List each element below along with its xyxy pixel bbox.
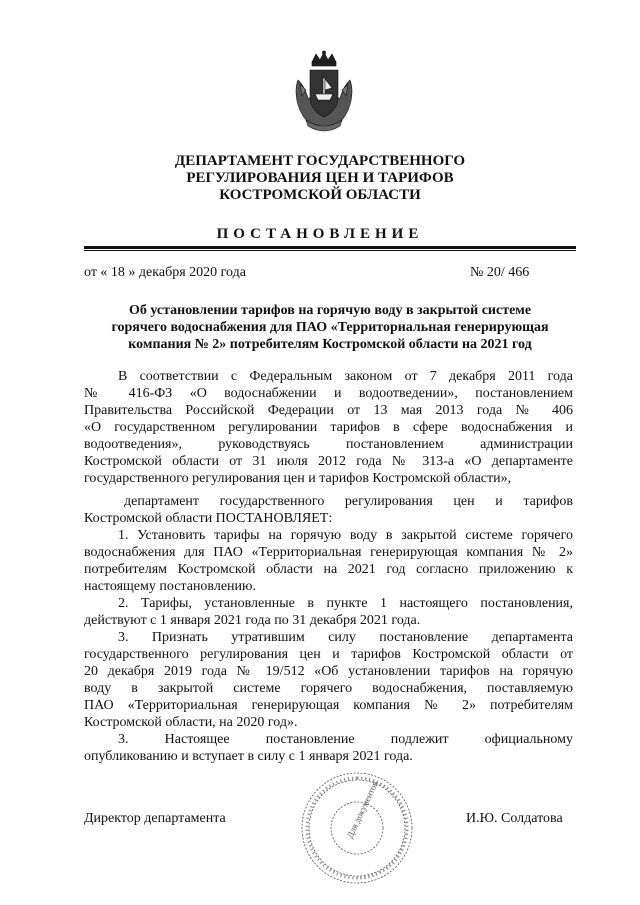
document-body bbox=[84, 368, 573, 765]
paragraph-item-3 bbox=[84, 629, 573, 731]
body-line: действуют с 1 января 2021 года по 31 декабря 2021 года. bbox=[84, 613, 421, 628]
document-title-line: компания № 2» потребителям Костромской области на 2021 год bbox=[128, 337, 532, 352]
document-title-line: горячего водоснабжения для ПАО «Территориальная генерирующая bbox=[111, 320, 549, 335]
body-line: 3. Признать утратившим силу постановление департамента bbox=[118, 630, 573, 645]
body-line: потребителям Костромской области на 2021 год согласно приложению к bbox=[84, 562, 573, 577]
body-line: опубликованию и вступает в силу с 1 января 2021 года. bbox=[84, 749, 413, 764]
body-line: настоящему постановлению. bbox=[84, 579, 256, 594]
department-name-line: КОСТРОМСКОЙ ОБЛАСТИ bbox=[219, 187, 421, 203]
body-line: 1. Установить тарифы на горячую воду в закрытой системе горячего bbox=[118, 528, 573, 543]
body-line: государственного регулирования цен и тарифов Костромской области», bbox=[84, 471, 512, 486]
body-line: «О государственном регулировании тарифов в сфере водоснабжения и bbox=[84, 420, 573, 435]
stamp-text: Для документов bbox=[344, 779, 380, 840]
body-line: ПАО «Территориальная генерирующая компания № 2» потребителям bbox=[84, 698, 573, 713]
header-divider-thick bbox=[84, 246, 576, 249]
body-line: Костромской области, на 2020 год». bbox=[84, 715, 298, 730]
paragraph-item-4 bbox=[84, 731, 573, 765]
body-line: 3. Настоящее постановление подлежит официальному bbox=[118, 732, 573, 747]
body-line: государственного регулирования цен и тарифов Костромской области от bbox=[84, 647, 573, 662]
coat-of-arms-icon bbox=[292, 50, 356, 132]
seal-stamp-icon bbox=[299, 770, 415, 886]
body-line: Правительства Российской Федерации от 13 мая 2013 года № 406 bbox=[84, 403, 573, 418]
document-title-line: Об установлении тарифов на горячую воду в закрытой системе bbox=[128, 303, 532, 318]
document-type: ПОСТАНОВЛЕНИЕ bbox=[216, 226, 424, 242]
body-line: 20 декабря 2019 года № 19/512 «Об установлении тарифов на горячую bbox=[84, 664, 573, 679]
body-line: Костромской области ПОСТАНОВЛЯЕТ: bbox=[84, 511, 333, 526]
department-name-line: ДЕПАРТАМЕНТ ГОСУДАРСТВЕННОГО bbox=[174, 153, 466, 169]
body-line: № 416-ФЗ «О водоснабжении и водоотведении», постановлением bbox=[84, 386, 573, 401]
body-line: 2. Тарифы, установленные в пункте 1 настоящего постановления, bbox=[118, 596, 573, 611]
body-line: Костромской области от 31 июля 2012 года № 313-а «О департаменте bbox=[84, 454, 573, 469]
body-line: водоснабжения для ПАО «Территориальная генерирующая компания № 2» bbox=[84, 545, 573, 560]
body-line: водоотведения», руководствуясь постановлением администрации bbox=[84, 437, 573, 452]
document-date: от « 18 » декабря 2020 года bbox=[84, 265, 246, 280]
document-title bbox=[84, 302, 576, 353]
paragraph-item-2 bbox=[84, 595, 573, 629]
signatory-name: И.Ю. Солдатова bbox=[466, 811, 563, 826]
department-name bbox=[0, 153, 640, 204]
paragraph-item-1 bbox=[84, 527, 573, 595]
department-name-line: РЕГУЛИРОВАНИЯ ЦЕН И ТАРИФОВ bbox=[186, 170, 454, 186]
body-line: В соответствии с Федеральным законом от 7 декабря 2011 года bbox=[118, 369, 573, 384]
paragraph-basis bbox=[84, 368, 573, 487]
header-divider-thin bbox=[84, 250, 576, 251]
body-line: воду в закрытой системе горячего водоснабжения, поставляемую bbox=[84, 681, 573, 696]
paragraph-resolves bbox=[84, 493, 573, 527]
body-line: департамент государственного регулирования цен и тарифов bbox=[124, 494, 573, 509]
signatory-role: Директор департамента bbox=[84, 811, 226, 826]
document-number: № 20/ 466 bbox=[470, 265, 530, 280]
